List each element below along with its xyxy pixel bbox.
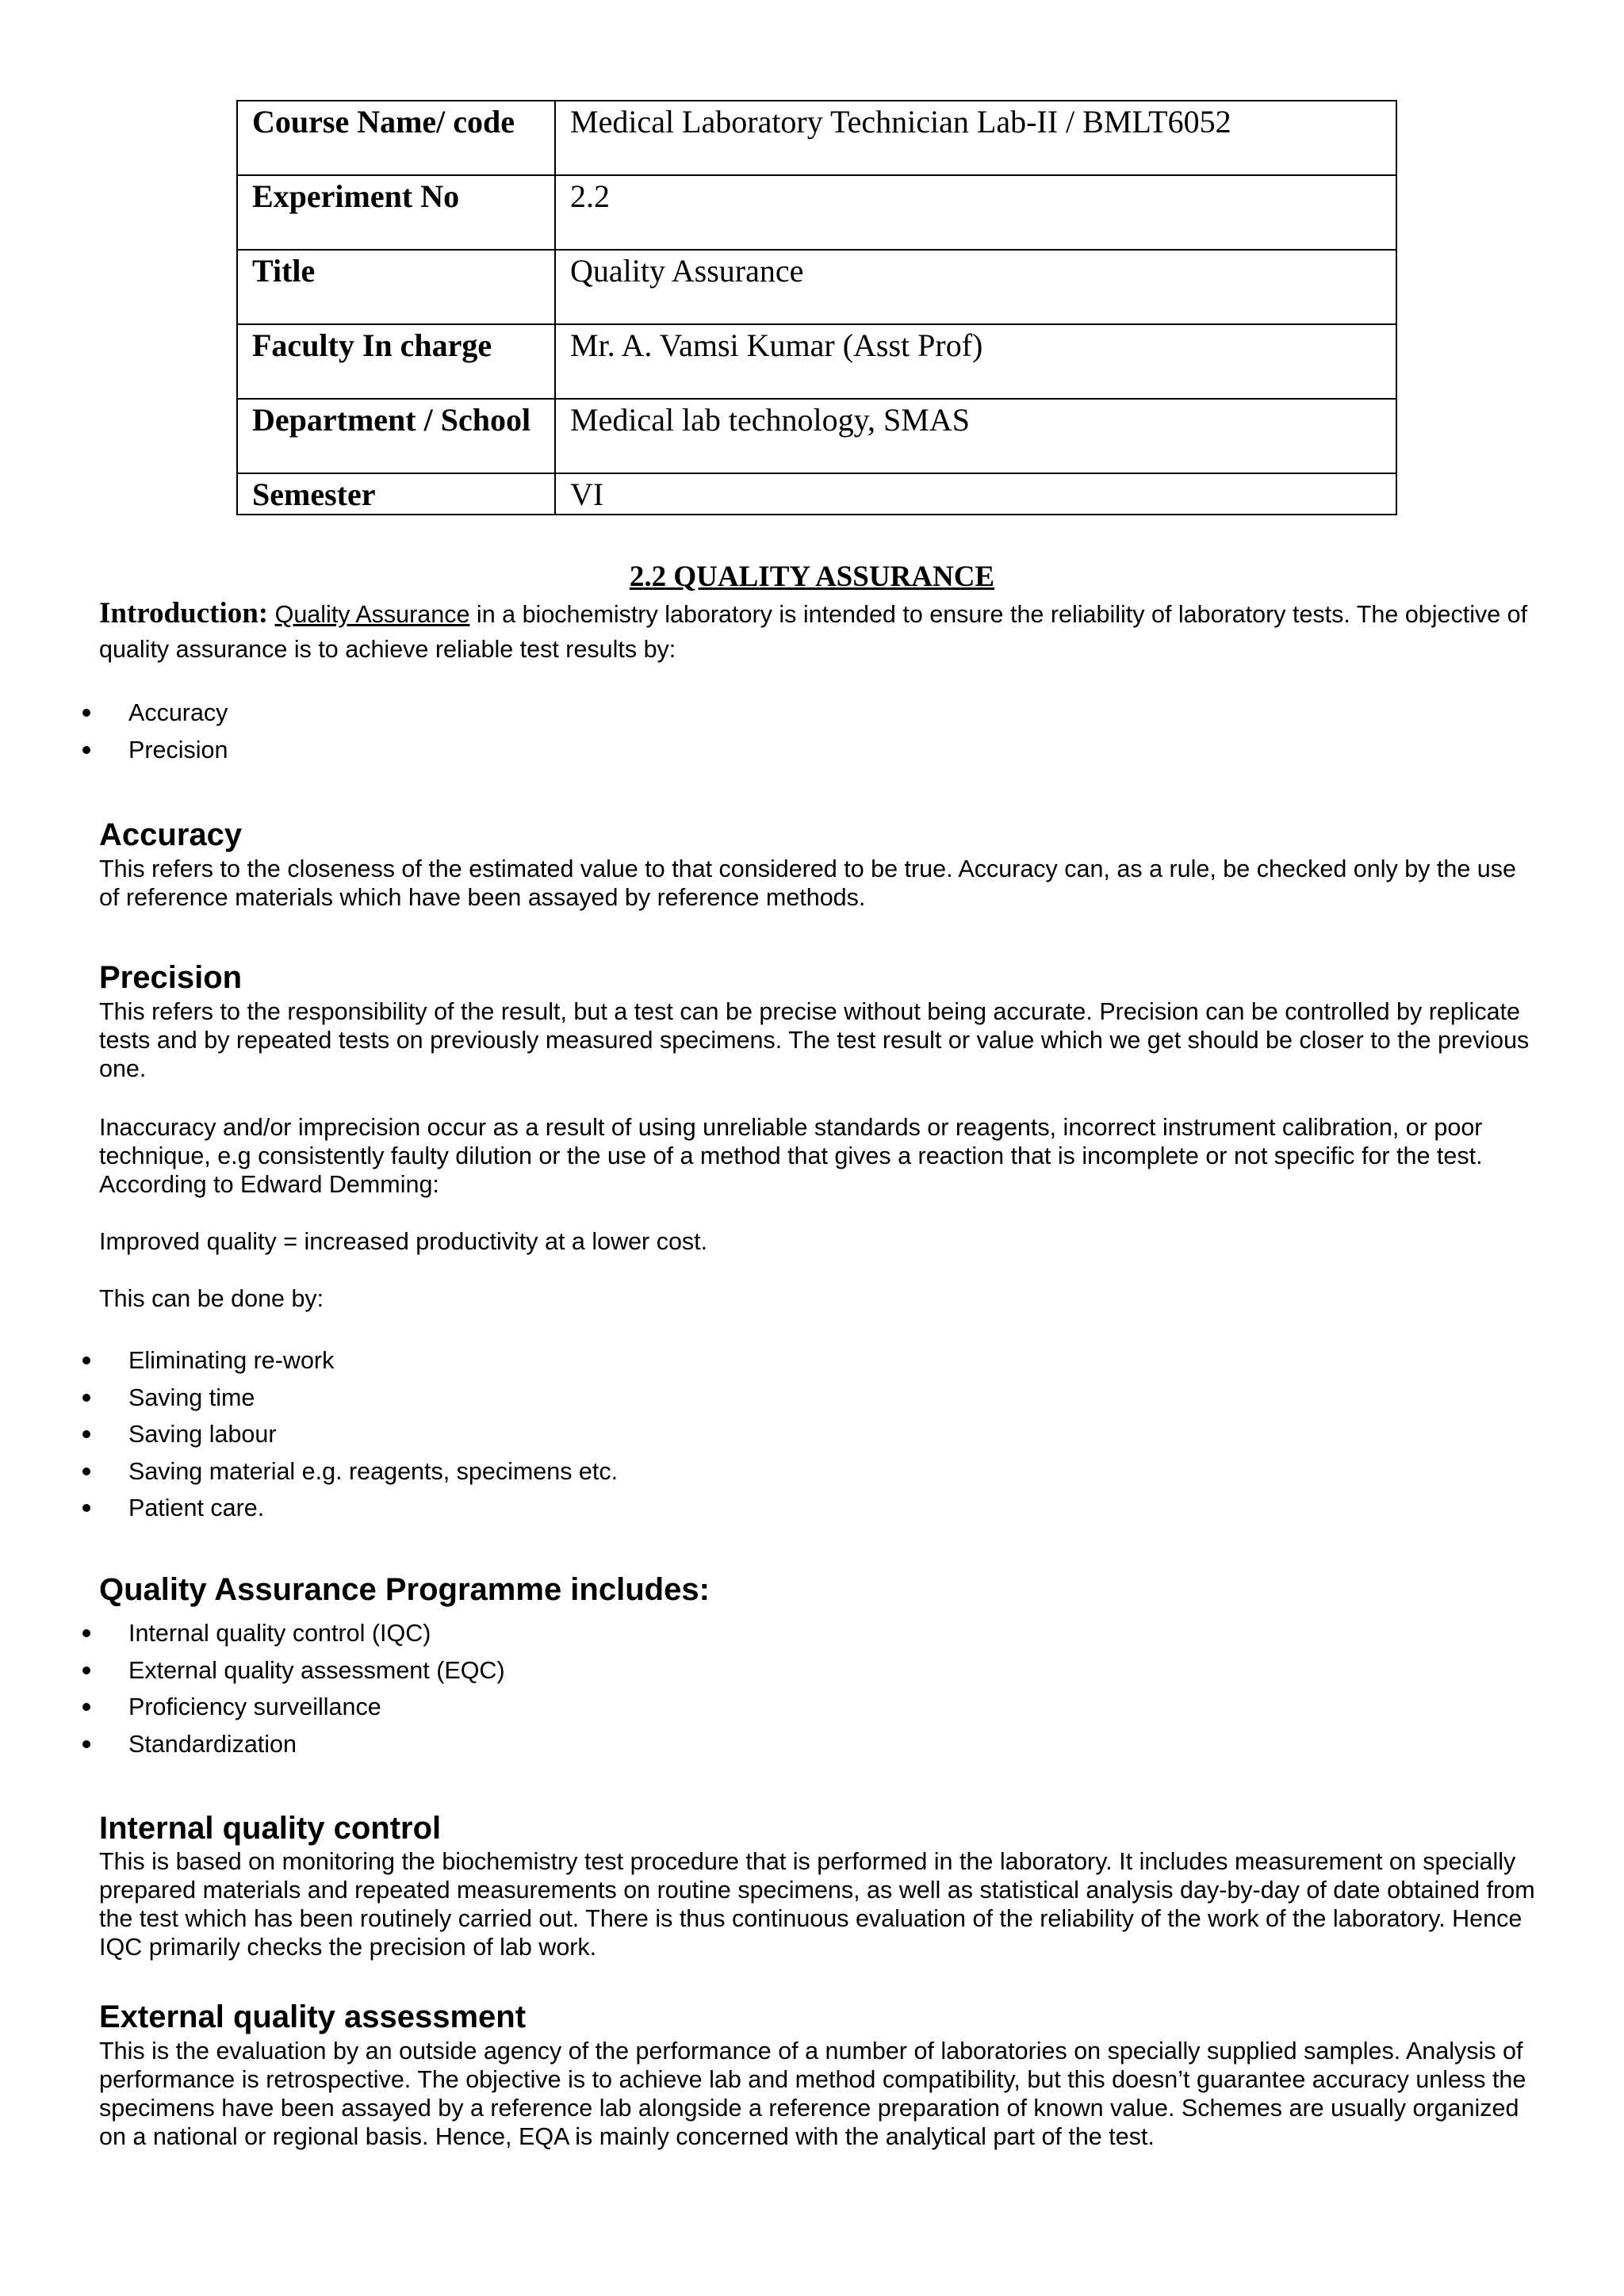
row-label: Experiment No xyxy=(237,175,555,250)
bullet-icon xyxy=(82,1357,90,1364)
precision-paragraph: This refers to the responsibility of the result, but a test can be precise without being accurate. Precision can be controlled by replicate tests and by repeated tests on previously measured specimens. The test result or value which we get should be closer to the previous one. xyxy=(99,998,1530,1082)
list-item-text: Standardization xyxy=(128,1730,297,1758)
list-item xyxy=(0,1416,618,1453)
list-item-text: Accuracy xyxy=(128,699,228,726)
bullet-icon xyxy=(82,746,90,754)
bullet-icon xyxy=(82,1504,90,1512)
list-item xyxy=(0,695,228,732)
accuracy-heading: Accuracy xyxy=(99,817,243,852)
row-value: Mr. A. Vamsi Kumar (Asst Prof) xyxy=(555,324,1396,399)
introduction-label: Introduction: xyxy=(99,597,269,629)
row-value: Medical Laboratory Technician Lab-II / BMLT6052 xyxy=(555,101,1396,175)
list-item-text: Saving material e.g. reagents, specimens etc. xyxy=(128,1457,619,1485)
bullet-icon xyxy=(82,1667,90,1674)
list-item xyxy=(0,1490,618,1527)
row-value: Quality Assurance xyxy=(555,250,1396,324)
iqc-heading: Internal quality control xyxy=(99,1811,442,1846)
row-label: Course Name/ code xyxy=(237,101,555,175)
row-value: VI xyxy=(555,473,1396,515)
table-row xyxy=(237,101,1396,175)
programme-heading: Quality Assurance Programme includes: xyxy=(99,1572,710,1607)
inaccuracy-paragraph: Inaccuracy and/or imprecision occur as a result of using unreliable standards or reagents, incorrect instrument calibration, or poor technique, e.g consistently faulty dilution or the use of a method that gives a reaction that is incomplete or not specific for the test. According to Edward Demming: xyxy=(99,1114,1483,1198)
list-item xyxy=(0,732,228,769)
table-row xyxy=(237,175,1396,250)
table-row xyxy=(237,250,1396,324)
introduction-text: in a biochemistry laboratory is intended to ensure the reliability of laboratory tests. The objective of quality assurance is to achieve reliable test results by: xyxy=(99,601,1528,663)
list-item-text: Saving time xyxy=(128,1383,255,1411)
table-row xyxy=(237,473,1396,515)
row-label: Title xyxy=(237,250,555,324)
bullet-icon xyxy=(82,1740,90,1748)
objectives-list xyxy=(0,695,228,768)
introduction-paragraph xyxy=(99,596,1542,667)
list-item xyxy=(0,1652,505,1689)
list-item xyxy=(0,1342,618,1380)
list-item xyxy=(0,1615,505,1652)
document-title xyxy=(0,560,1624,594)
document-title-text: 2.2 QUALITY ASSURANCE xyxy=(629,561,995,593)
quality-formula: Improved quality = increased productivity at a lower cost. xyxy=(99,1228,708,1255)
done-by-text: This can be done by: xyxy=(99,1285,324,1312)
bullet-icon xyxy=(82,1703,90,1711)
bullet-icon xyxy=(82,1468,90,1475)
row-label: Faculty In charge xyxy=(237,324,555,399)
row-value: 2.2 xyxy=(555,175,1396,250)
iqc-paragraph: This is based on monitoring the biochemistry test procedure that is performed in the laboratory. It includes measurement on specially prepared materials and repeated measurements on routine specimens, as well as statistical analysis day-by-day of date obtained from the test which has been routinely carried out. There is thus continuous evaluation of the reliability of the work of the laboratory. Hence IQC primarily checks the precision of lab work. xyxy=(99,1848,1535,1961)
list-item-text: Patient care. xyxy=(128,1494,265,1521)
quality-assurance-link: Quality Assurance xyxy=(274,601,470,628)
course-info-table xyxy=(236,100,1397,515)
list-item-text: Saving labour xyxy=(128,1421,277,1448)
list-item-text: External quality assessment (EQC) xyxy=(128,1656,505,1684)
list-item xyxy=(0,1726,505,1763)
list-item-text: Proficiency surveillance xyxy=(128,1693,381,1720)
row-label: Semester xyxy=(237,473,555,515)
list-item xyxy=(0,1689,505,1726)
bullet-icon xyxy=(82,1394,90,1402)
precision-heading: Precision xyxy=(99,960,243,995)
programme-list xyxy=(0,1615,505,1762)
table-row xyxy=(237,399,1396,473)
bullet-icon xyxy=(82,1629,90,1637)
list-item-text: Internal quality control (IQC) xyxy=(128,1620,431,1647)
done-by-list xyxy=(0,1342,618,1527)
eqa-heading: External quality assessment xyxy=(99,1999,527,2034)
row-value: Medical lab technology, SMAS xyxy=(555,399,1396,473)
table-row xyxy=(237,324,1396,399)
list-item xyxy=(0,1453,618,1490)
row-label: Department / School xyxy=(237,399,555,473)
eqa-paragraph: This is the evaluation by an outside agency of the performance of a number of laboratories on specially supplied samples. Analysis of performance is retrospective. The objective is to achieve lab and method compatibility, but this doesn’t guarantee accuracy unless the specimens have been assayed by a reference lab alongside a reference preparation of known value. Schemes are usually organized on a national or regional basis. Hence, EQA is mainly concerned with the analytical part of the test. xyxy=(99,2038,1526,2150)
list-item xyxy=(0,1380,618,1417)
bullet-icon xyxy=(82,709,90,717)
accuracy-paragraph: This refers to the closeness of the estimated value to that considered to be true. Accuracy can, as a rule, be checked only by the use of reference materials which have been assayed by reference methods. xyxy=(99,855,1516,911)
bullet-icon xyxy=(82,1430,90,1438)
list-item-text: Precision xyxy=(128,736,228,763)
list-item-text: Eliminating re-work xyxy=(128,1347,335,1374)
